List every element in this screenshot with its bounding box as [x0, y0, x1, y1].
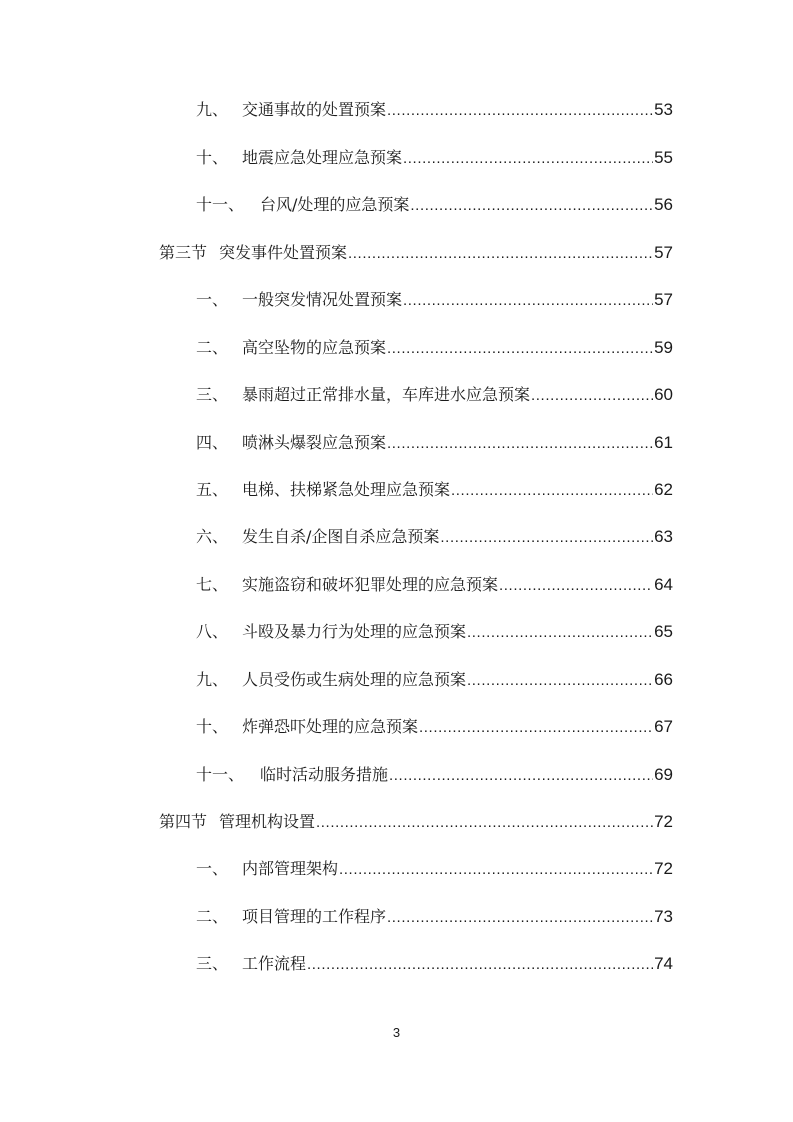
- dot-leader: [403, 148, 653, 168]
- toc-entry-number: 五、: [196, 480, 229, 499]
- dot-leader: [403, 290, 653, 310]
- toc-entry-number: 六、: [196, 527, 229, 546]
- toc-entry-page: 65: [654, 622, 673, 641]
- toc-entry[interactable]: [196, 334, 673, 358]
- dot-leader: [389, 765, 653, 785]
- toc-entry-page: 63: [654, 527, 673, 546]
- toc-entry-title: 内部管理架构: [242, 859, 339, 878]
- toc-entry[interactable]: [196, 903, 673, 927]
- dot-leader: [316, 812, 653, 832]
- toc-entry[interactable]: [196, 286, 673, 310]
- toc-entry[interactable]: [196, 950, 673, 974]
- toc-entry-number: 三、: [196, 385, 229, 404]
- toc-entry[interactable]: [196, 855, 673, 879]
- toc-entry-number: 第四节: [159, 812, 208, 831]
- toc-entry-page: 62: [654, 480, 673, 499]
- toc-entry-page: 59: [654, 338, 673, 357]
- toc-section-entry[interactable]: [159, 808, 673, 832]
- toc-entry[interactable]: [196, 381, 673, 405]
- toc-entry-title: 高空坠物的应急预案: [242, 338, 387, 357]
- toc-entry-page: 67: [654, 717, 673, 736]
- toc-entry-page: 69: [654, 765, 673, 784]
- toc-entry-page: 57: [654, 290, 673, 309]
- dot-leader: [440, 527, 653, 547]
- dot-leader: [387, 100, 653, 120]
- dot-leader: [531, 385, 653, 405]
- dot-leader: [339, 859, 653, 879]
- toc-entry-number: 一、: [196, 859, 229, 878]
- toc-entry-title: 管理机构设置: [219, 812, 316, 831]
- toc-entry-number: 三、: [196, 954, 229, 973]
- dot-leader: [467, 622, 653, 642]
- toc-entry-page: 72: [654, 812, 673, 831]
- toc-entry[interactable]: [196, 666, 673, 690]
- toc-entry-number: 一、: [196, 290, 229, 309]
- toc-entry-title: 实施盗窃和破坏犯罪处理的应急预案: [242, 575, 499, 594]
- toc-entry-number: 第三节: [159, 243, 208, 262]
- toc-entry-title: 台风/处理的应急预案: [260, 195, 410, 214]
- toc-entry-page: 53: [654, 100, 673, 119]
- dot-leader: [499, 575, 653, 595]
- toc-entry[interactable]: [196, 713, 673, 737]
- toc-entry-number: 九、: [196, 670, 229, 689]
- toc-entry-number: 十、: [196, 717, 229, 736]
- page-number: 3: [392, 1025, 401, 1040]
- toc-entry[interactable]: [196, 429, 673, 453]
- toc-entry-page: 73: [654, 907, 673, 926]
- toc-entry-page: 74: [654, 954, 673, 973]
- toc-entry-number: 十一、: [196, 765, 245, 784]
- toc-entry-title: 临时活动服务措施: [260, 765, 389, 784]
- toc-entry-number: 七、: [196, 575, 229, 594]
- toc-entry-page: 66: [654, 670, 673, 689]
- toc-entry[interactable]: [196, 191, 673, 215]
- dot-leader: [387, 338, 653, 358]
- toc-entry[interactable]: [196, 144, 673, 168]
- toc-entry-page: 61: [654, 433, 673, 452]
- dot-leader: [387, 433, 653, 453]
- dot-leader: [307, 954, 653, 974]
- toc-entry-page: 60: [654, 385, 673, 404]
- dot-leader: [419, 717, 653, 737]
- toc-section-entry[interactable]: [159, 239, 673, 263]
- toc-entry-page: 55: [654, 148, 673, 167]
- toc-entry-page: 56: [654, 195, 673, 214]
- toc-entry-title: 炸弹恐吓处理的应急预案: [242, 717, 419, 736]
- toc-entry-title: 暴雨超过正常排水量，车库进水应急预案: [242, 385, 531, 404]
- toc-entry-title: 交通事故的处置预案: [242, 100, 387, 119]
- toc-entry-number: 十一、: [196, 195, 245, 214]
- toc-entry-title: 项目管理的工作程序: [242, 907, 387, 926]
- toc-entry-number: 九、: [196, 100, 229, 119]
- toc-entry-title: 电梯、扶梯紧急处理应急预案: [242, 480, 451, 499]
- toc-entry-number: 二、: [196, 338, 229, 357]
- toc-entry-page: 57: [654, 243, 673, 262]
- dot-leader: [451, 480, 653, 500]
- toc-entry-number: 四、: [196, 433, 229, 452]
- dot-leader: [467, 670, 653, 690]
- toc-entry-title: 发生自杀/企图自杀应急预案: [242, 527, 440, 546]
- toc-entry-page: 64: [654, 575, 673, 594]
- toc-entry[interactable]: [196, 96, 673, 120]
- toc-entry[interactable]: [196, 571, 673, 595]
- toc-entry-number: 八、: [196, 622, 229, 641]
- dot-leader: [348, 243, 653, 263]
- toc-entry-title: 喷淋头爆裂应急预案: [242, 433, 387, 452]
- toc-entry-number: 二、: [196, 907, 229, 926]
- toc-entry[interactable]: [196, 761, 673, 785]
- dot-leader: [410, 195, 653, 215]
- toc-entry[interactable]: [196, 618, 673, 642]
- toc-entry[interactable]: [196, 523, 673, 547]
- dot-leader: [387, 907, 653, 927]
- toc-entry-title: 突发事件处置预案: [219, 243, 348, 262]
- toc-entry-title: 工作流程: [242, 954, 307, 973]
- toc-entry-title: 地震应急处理应急预案: [242, 148, 403, 167]
- toc-entry-title: 一般突发情况处置预案: [242, 290, 403, 309]
- toc-entry-page: 72: [654, 859, 673, 878]
- toc-entry[interactable]: [196, 476, 673, 500]
- toc-entry-title: 人员受伤或生病处理的应急预案: [242, 670, 467, 689]
- toc-entry-title: 斗殴及暴力行为处理的应急预案: [242, 622, 467, 641]
- toc-entry-number: 十、: [196, 148, 229, 167]
